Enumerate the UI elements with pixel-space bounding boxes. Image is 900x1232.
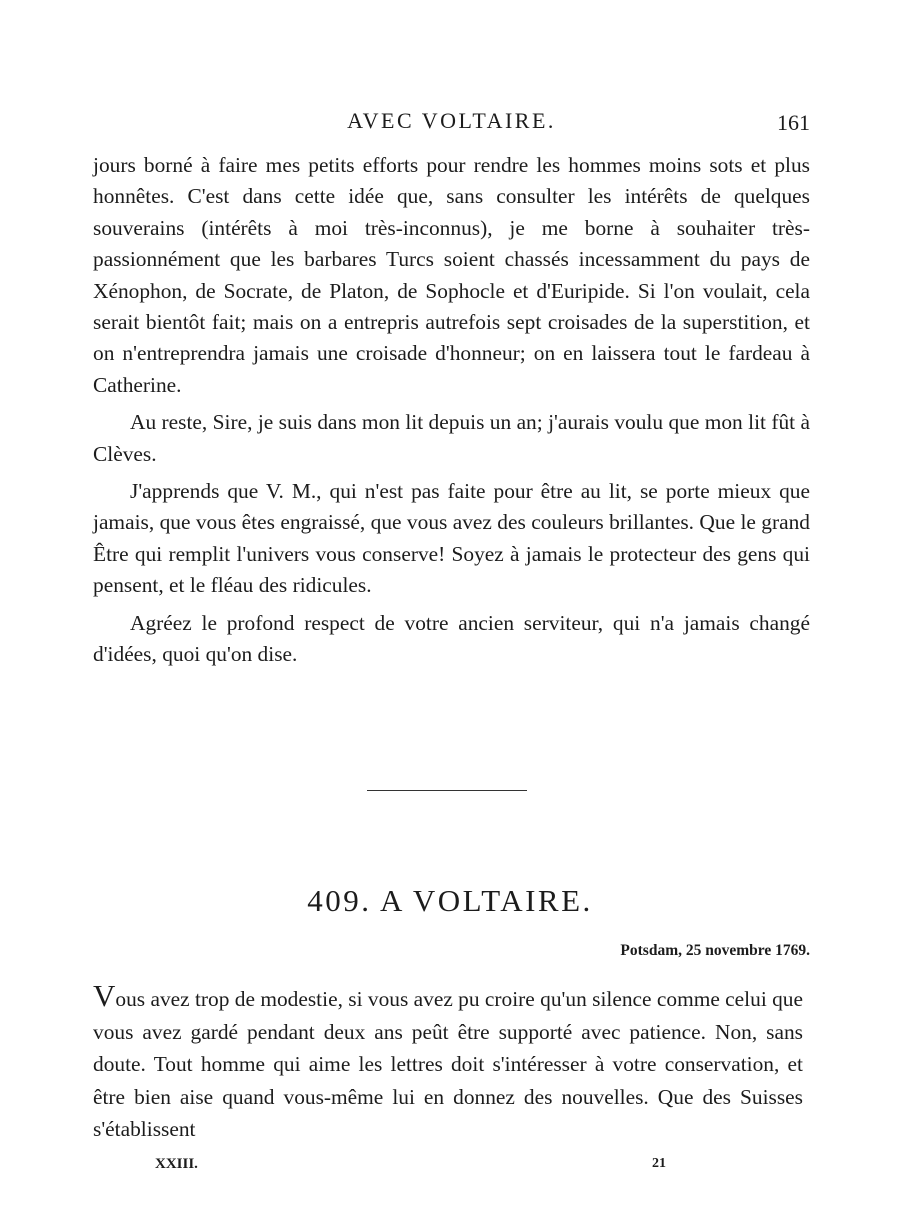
- paragraph-sante: J'apprends que V. M., qui n'est pas faite pour être au lit, se porte mieux que jamais, que vous êtes engraissé, que vous avez des couleurs brillantes. Que le grand Être qui remplit l'univers vous conserve! Soyez à jamais le protecteur des gens qui pensent, et le fléau des ridicules.: [93, 479, 810, 598]
- running-head: [93, 108, 810, 138]
- section-separator: [367, 790, 527, 791]
- signature-mark: XXIII.: [155, 1156, 198, 1172]
- page-number: 161: [777, 110, 810, 135]
- letter-body: [93, 978, 803, 1146]
- paragraph-lit: Au reste, Sire, je suis dans mon lit depuis un an; j'aurais voulu que mon lit fût à Clèves.: [93, 410, 810, 466]
- paragraph-continuation: jours borné à faire mes petits efforts pour rendre les hommes moins sots et plus honnêtes. C'est dans cette idée que, sans consulter les intérêts de quelques souverains (intérêts à moi très-inconnus), je me borne à souhaiter très-passionnément que les barbares Turcs soient chassés incessamment du pays de Xénophon, de Socrate, de Platon, de Sophocle et d'Euripide. Si l'on voulait, cela serait bientôt fait; mais on a entrepris autrefois sept croisades de la superstition, et on n'entreprendra jamais une croisade d'honneur; on en laissera tout le fardeau à Catherine.: [93, 153, 810, 397]
- letter-opening-paragraph: [93, 978, 803, 1146]
- letter-opening-text: ous avez trop de modestie, si vous avez pu croire qu'un silence comme celui que vous avez gardé pendant deux ans peût être supporté avec patience. Non, sans doute. Tout homme qui aime les lettres doit s'intéresser à votre conservation, et être bien aise quand vous-même lui en donnez des nouvelles. Que des Suisses s'établissent: [93, 987, 803, 1141]
- running-title: AVEC VOLTAIRE.: [347, 108, 556, 133]
- letter-dateline: Potsdam, 25 novembre 1769.: [620, 942, 810, 959]
- drop-cap: V: [93, 978, 116, 1013]
- sheet-number: 21: [652, 1156, 666, 1171]
- paragraph-respect: Agréez le profond respect de votre ancien serviteur, qui n'a jamais changé d'idées, quoi qu'on dise.: [93, 610, 810, 667]
- body-text: [93, 150, 810, 671]
- letter-title: 409. A VOLTAIRE.: [307, 883, 593, 918]
